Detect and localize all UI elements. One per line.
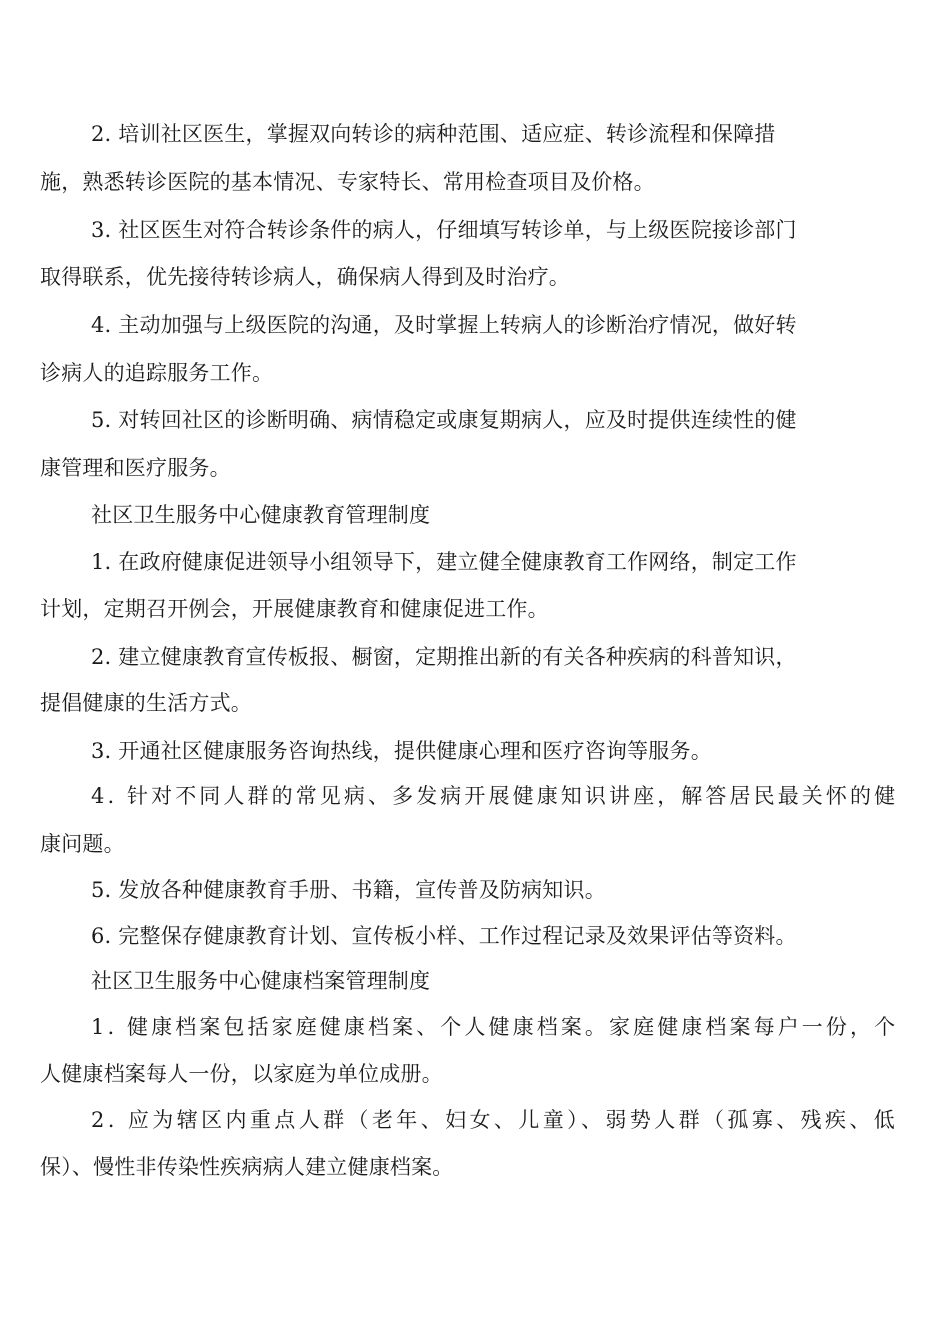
paragraph-line: 6. 完整保存健康教育计划、宣传板小样、工作过程记录及效果评估等资料。 (91, 924, 797, 948)
paragraph-line: 提倡健康的生活方式。 (40, 691, 252, 715)
paragraph-line: 取得联系，优先接待转诊病人，确保病人得到及时治疗。 (40, 265, 570, 289)
paragraph-line: 5. 对转回社区的诊断明确、病情稳定或康复期病人，应及时提供连续性的健 (91, 408, 797, 432)
paragraph-line: 1. 健康档案包括家庭健康档案、个人健康档案。家庭健康档案每户一份，个 (91, 1015, 899, 1039)
paragraph-line: 人健康档案每人一份，以家庭为单位成册。 (40, 1062, 443, 1086)
paragraph-line: 2. 应为辖区内重点人群（老年、妇女、儿童）、弱势人群（孤寡、残疾、低 (91, 1108, 899, 1132)
paragraph-line: 4. 针对不同人群的常见病、多发病开展健康知识讲座，解答居民最关怀的健 (91, 784, 899, 808)
paragraph-line: 2. 培训社区医生，掌握双向转诊的病种范围、适应症、转诊流程和保障措 (91, 122, 776, 146)
paragraph-line: 施，熟悉转诊医院的基本情况、专家特长、常用检查项目及价格。 (40, 170, 655, 194)
section-heading: 社区卫生服务中心健康教育管理制度 (91, 503, 431, 527)
paragraph-line: 1. 在政府健康促进领导小组领导下，建立健全健康教育工作网络，制定工作 (91, 550, 797, 574)
paragraph-line: 计划，定期召开例会，开展健康教育和健康促进工作。 (40, 597, 549, 621)
paragraph-line: 3. 社区医生对符合转诊条件的病人，仔细填写转诊单，与上级医院接诊部门 (91, 218, 797, 242)
paragraph-line: 诊病人的追踪服务工作。 (40, 361, 274, 385)
paragraph-line: 2. 建立健康教育宣传板报、橱窗，定期推出新的有关各种疾病的科普知识， (91, 645, 797, 669)
paragraph-line: 康管理和医疗服务。 (40, 456, 231, 480)
paragraph-line: 3. 开通社区健康服务咨询热线，提供健康心理和医疗咨询等服务。 (91, 739, 712, 763)
paragraph-line: 康问题。 (40, 832, 125, 856)
section-heading: 社区卫生服务中心健康档案管理制度 (91, 969, 431, 993)
paragraph-line: 5. 发放各种健康教育手册、书籍，宣传普及防病知识。 (91, 878, 606, 902)
paragraph-line: 4. 主动加强与上级医院的沟通，及时掌握上转病人的诊断治疗情况，做好转 (91, 313, 797, 337)
paragraph-line: 保）、慢性非传染性疾病病人建立健康档案。 (40, 1155, 454, 1179)
